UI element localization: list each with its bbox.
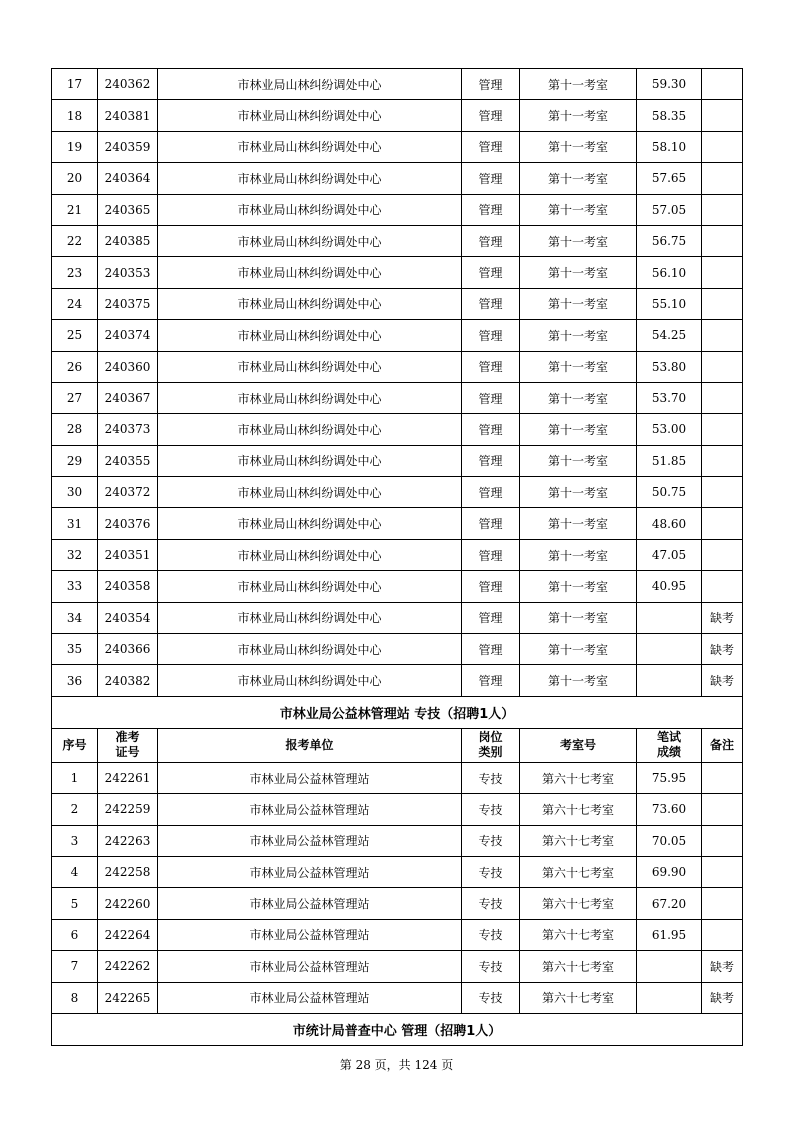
cell-seq: 34 — [52, 602, 98, 633]
cell-ticket: 240359 — [98, 131, 158, 162]
cell-note — [702, 445, 743, 476]
cell-unit: 市林业局山林纠纷调处中心 — [158, 571, 462, 602]
cell-seq: 22 — [52, 225, 98, 256]
cell-seq: 18 — [52, 100, 98, 131]
cell-score: 53.00 — [637, 414, 702, 445]
cell-ticket: 240362 — [98, 69, 158, 100]
cell-note — [702, 794, 743, 825]
cell-seq: 29 — [52, 445, 98, 476]
cell-post: 管理 — [462, 163, 520, 194]
cell-room: 第六十七考室 — [520, 888, 637, 919]
cell-post: 管理 — [462, 69, 520, 100]
cell-room: 第十一考室 — [520, 194, 637, 225]
cell-post: 管理 — [462, 194, 520, 225]
cell-ticket: 240385 — [98, 225, 158, 256]
cell-score — [637, 982, 702, 1013]
table-row — [52, 919, 743, 950]
cell-note: 缺考 — [702, 665, 743, 696]
cell-room: 第十一考室 — [520, 539, 637, 570]
cell-room: 第十一考室 — [520, 69, 637, 100]
cell-note — [702, 69, 743, 100]
cell-note — [702, 131, 743, 162]
cell-seq: 32 — [52, 539, 98, 570]
table-row — [52, 602, 743, 633]
cell-post: 管理 — [462, 445, 520, 476]
cell-note: 缺考 — [702, 602, 743, 633]
cell-post: 管理 — [462, 131, 520, 162]
cell-room: 第十一考室 — [520, 131, 637, 162]
cell-note — [702, 477, 743, 508]
cell-note: 缺考 — [702, 634, 743, 665]
cell-post: 管理 — [462, 351, 520, 382]
table-row — [52, 225, 743, 256]
table-row — [52, 163, 743, 194]
cell-unit: 市林业局公益林管理站 — [158, 825, 462, 856]
cell-post: 专技 — [462, 982, 520, 1013]
table-row — [52, 351, 743, 382]
cell-seq: 33 — [52, 571, 98, 602]
cell-note — [702, 351, 743, 382]
table-row — [52, 571, 743, 602]
cell-post: 专技 — [462, 888, 520, 919]
cell-note — [702, 508, 743, 539]
cell-ticket: 240382 — [98, 665, 158, 696]
cell-unit: 市林业局山林纠纷调处中心 — [158, 320, 462, 351]
cell-post: 专技 — [462, 825, 520, 856]
cell-unit: 市林业局山林纠纷调处中心 — [158, 602, 462, 633]
cell-room: 第十一考室 — [520, 508, 637, 539]
cell-room: 第十一考室 — [520, 445, 637, 476]
cell-ticket: 242261 — [98, 762, 158, 793]
table-row — [52, 982, 743, 1013]
cell-ticket: 240354 — [98, 602, 158, 633]
table-row — [52, 100, 743, 131]
cell-unit: 市林业局公益林管理站 — [158, 951, 462, 982]
cell-score: 47.05 — [637, 539, 702, 570]
cell-room: 第六十七考室 — [520, 825, 637, 856]
table-row — [52, 508, 743, 539]
section2-rows — [52, 762, 743, 1013]
cell-seq: 31 — [52, 508, 98, 539]
cell-unit: 市林业局山林纠纷调处中心 — [158, 194, 462, 225]
cell-room: 第十一考室 — [520, 571, 637, 602]
cell-note — [702, 571, 743, 602]
cell-post: 专技 — [462, 856, 520, 887]
cell-score: 56.75 — [637, 225, 702, 256]
cell-note — [702, 163, 743, 194]
cell-ticket: 240351 — [98, 539, 158, 570]
cell-ticket: 240367 — [98, 382, 158, 413]
cell-note — [702, 888, 743, 919]
cell-post: 管理 — [462, 382, 520, 413]
cell-score: 75.95 — [637, 762, 702, 793]
table-row — [52, 320, 743, 351]
cell-ticket: 240381 — [98, 100, 158, 131]
cell-unit: 市林业局山林纠纷调处中心 — [158, 100, 462, 131]
cell-seq: 8 — [52, 982, 98, 1013]
cell-room: 第十一考室 — [520, 477, 637, 508]
cell-seq: 20 — [52, 163, 98, 194]
cell-ticket: 240358 — [98, 571, 158, 602]
cell-post: 专技 — [462, 762, 520, 793]
cell-seq: 30 — [52, 477, 98, 508]
cell-seq: 1 — [52, 762, 98, 793]
table-row — [52, 762, 743, 793]
cell-score: 58.10 — [637, 131, 702, 162]
table-row — [52, 539, 743, 570]
cell-ticket: 240355 — [98, 445, 158, 476]
section3-title: 市统计局普查中心 管理（招聘1人） — [52, 1013, 743, 1045]
cell-note: 缺考 — [702, 982, 743, 1013]
table-row — [52, 665, 743, 696]
column-header-row — [52, 728, 743, 762]
cell-note — [702, 414, 743, 445]
cell-note — [702, 257, 743, 288]
cell-post: 管理 — [462, 320, 520, 351]
cell-ticket: 240376 — [98, 508, 158, 539]
cell-room: 第十一考室 — [520, 257, 637, 288]
cell-seq: 7 — [52, 951, 98, 982]
cell-room: 第十一考室 — [520, 225, 637, 256]
cell-seq: 5 — [52, 888, 98, 919]
results-table — [51, 68, 743, 1046]
section2-title: 市林业局公益林管理站 专技（招聘1人） — [52, 696, 743, 728]
cell-note — [702, 194, 743, 225]
cell-unit: 市林业局山林纠纷调处中心 — [158, 163, 462, 194]
cell-score: 57.65 — [637, 163, 702, 194]
cell-ticket: 242259 — [98, 794, 158, 825]
table-row — [52, 382, 743, 413]
cell-room: 第六十七考室 — [520, 794, 637, 825]
cell-ticket: 240364 — [98, 163, 158, 194]
cell-ticket: 242265 — [98, 982, 158, 1013]
cell-room: 第十一考室 — [520, 163, 637, 194]
table-row — [52, 194, 743, 225]
cell-ticket: 240374 — [98, 320, 158, 351]
cell-ticket: 240373 — [98, 414, 158, 445]
cell-unit: 市林业局山林纠纷调处中心 — [158, 634, 462, 665]
table-row — [52, 794, 743, 825]
cell-post: 管理 — [462, 225, 520, 256]
table-row — [52, 445, 743, 476]
cell-room: 第十一考室 — [520, 665, 637, 696]
cell-post: 管理 — [462, 477, 520, 508]
cell-score: 40.95 — [637, 571, 702, 602]
cell-room: 第六十七考室 — [520, 951, 637, 982]
cell-room: 第十一考室 — [520, 414, 637, 445]
cell-ticket: 240366 — [98, 634, 158, 665]
cell-unit: 市林业局山林纠纷调处中心 — [158, 382, 462, 413]
cell-unit: 市林业局公益林管理站 — [158, 919, 462, 950]
cell-unit: 市林业局公益林管理站 — [158, 888, 462, 919]
cell-score: 59.30 — [637, 69, 702, 100]
cell-unit: 市林业局山林纠纷调处中心 — [158, 414, 462, 445]
cell-note — [702, 825, 743, 856]
cell-score: 61.95 — [637, 919, 702, 950]
table-row — [52, 951, 743, 982]
cell-unit: 市林业局山林纠纷调处中心 — [158, 539, 462, 570]
cell-seq: 36 — [52, 665, 98, 696]
cell-post: 管理 — [462, 571, 520, 602]
cell-seq: 25 — [52, 320, 98, 351]
cell-post: 管理 — [462, 288, 520, 319]
cell-post: 管理 — [462, 257, 520, 288]
cell-room: 第十一考室 — [520, 288, 637, 319]
table-row — [52, 634, 743, 665]
cell-score: 67.20 — [637, 888, 702, 919]
cell-post: 管理 — [462, 634, 520, 665]
cell-seq: 6 — [52, 919, 98, 950]
cell-post: 管理 — [462, 100, 520, 131]
cell-note — [702, 856, 743, 887]
cell-score: 69.90 — [637, 856, 702, 887]
section1-rows — [52, 69, 743, 697]
cell-ticket: 242258 — [98, 856, 158, 887]
cell-post: 管理 — [462, 539, 520, 570]
table-row — [52, 477, 743, 508]
cell-ticket: 240375 — [98, 288, 158, 319]
cell-post: 专技 — [462, 794, 520, 825]
cell-note — [702, 382, 743, 413]
table-row — [52, 888, 743, 919]
cell-score: 54.25 — [637, 320, 702, 351]
cell-unit: 市林业局公益林管理站 — [158, 794, 462, 825]
cell-score: 51.85 — [637, 445, 702, 476]
cell-note: 缺考 — [702, 951, 743, 982]
table-row — [52, 69, 743, 100]
cell-seq: 24 — [52, 288, 98, 319]
cell-seq: 21 — [52, 194, 98, 225]
cell-score: 57.05 — [637, 194, 702, 225]
header-score: 笔试 成绩 — [637, 728, 702, 762]
cell-room: 第十一考室 — [520, 602, 637, 633]
cell-seq: 2 — [52, 794, 98, 825]
cell-score: 53.80 — [637, 351, 702, 382]
header-seq: 序号 — [52, 728, 98, 762]
cell-post: 管理 — [462, 508, 520, 539]
cell-seq: 27 — [52, 382, 98, 413]
table-row — [52, 825, 743, 856]
cell-unit: 市林业局山林纠纷调处中心 — [158, 288, 462, 319]
cell-room: 第十一考室 — [520, 351, 637, 382]
cell-score — [637, 951, 702, 982]
cell-post: 专技 — [462, 919, 520, 950]
header-unit: 报考单位 — [158, 728, 462, 762]
cell-seq: 26 — [52, 351, 98, 382]
table-row — [52, 414, 743, 445]
page-footer: 第 28 页，共 124 页 — [339, 1058, 454, 1072]
cell-unit: 市林业局山林纠纷调处中心 — [158, 508, 462, 539]
header-room: 考室号 — [520, 728, 637, 762]
cell-score: 53.70 — [637, 382, 702, 413]
cell-unit: 市林业局山林纠纷调处中心 — [158, 131, 462, 162]
cell-unit: 市林业局山林纠纷调处中心 — [158, 225, 462, 256]
cell-unit: 市林业局山林纠纷调处中心 — [158, 477, 462, 508]
cell-score: 55.10 — [637, 288, 702, 319]
cell-score: 70.05 — [637, 825, 702, 856]
cell-ticket: 240353 — [98, 257, 158, 288]
table-row — [52, 131, 743, 162]
cell-ticket: 240360 — [98, 351, 158, 382]
cell-score: 73.60 — [637, 794, 702, 825]
cell-room: 第十一考室 — [520, 320, 637, 351]
cell-score: 48.60 — [637, 508, 702, 539]
cell-seq: 17 — [52, 69, 98, 100]
cell-room: 第六十七考室 — [520, 982, 637, 1013]
cell-room: 第十一考室 — [520, 634, 637, 665]
cell-score — [637, 602, 702, 633]
header-ticket: 准考 证号 — [98, 728, 158, 762]
cell-score — [637, 634, 702, 665]
cell-room: 第十一考室 — [520, 382, 637, 413]
cell-unit: 市林业局山林纠纷调处中心 — [158, 351, 462, 382]
cell-ticket: 242262 — [98, 951, 158, 982]
header-post: 岗位 类别 — [462, 728, 520, 762]
cell-note — [702, 288, 743, 319]
cell-seq: 28 — [52, 414, 98, 445]
cell-ticket: 242260 — [98, 888, 158, 919]
cell-room: 第十一考室 — [520, 100, 637, 131]
cell-post: 管理 — [462, 414, 520, 445]
cell-note — [702, 320, 743, 351]
cell-score: 50.75 — [637, 477, 702, 508]
cell-ticket: 240372 — [98, 477, 158, 508]
cell-unit: 市林业局公益林管理站 — [158, 762, 462, 793]
cell-seq: 19 — [52, 131, 98, 162]
cell-post: 专技 — [462, 951, 520, 982]
cell-seq: 3 — [52, 825, 98, 856]
cell-unit: 市林业局山林纠纷调处中心 — [158, 69, 462, 100]
cell-score: 56.10 — [637, 257, 702, 288]
cell-note — [702, 539, 743, 570]
cell-score — [637, 665, 702, 696]
cell-note — [702, 100, 743, 131]
cell-seq: 4 — [52, 856, 98, 887]
header-note: 备注 — [702, 728, 743, 762]
cell-post: 管理 — [462, 665, 520, 696]
cell-seq: 23 — [52, 257, 98, 288]
cell-ticket: 242263 — [98, 825, 158, 856]
cell-unit: 市林业局山林纠纷调处中心 — [158, 257, 462, 288]
cell-room: 第六十七考室 — [520, 762, 637, 793]
cell-note — [702, 762, 743, 793]
cell-note — [702, 225, 743, 256]
cell-note — [702, 919, 743, 950]
cell-score: 58.35 — [637, 100, 702, 131]
table-row — [52, 856, 743, 887]
cell-unit: 市林业局山林纠纷调处中心 — [158, 665, 462, 696]
cell-ticket: 240365 — [98, 194, 158, 225]
cell-ticket: 242264 — [98, 919, 158, 950]
cell-unit: 市林业局公益林管理站 — [158, 982, 462, 1013]
table-row — [52, 257, 743, 288]
cell-room: 第六十七考室 — [520, 919, 637, 950]
cell-seq: 35 — [52, 634, 98, 665]
cell-unit: 市林业局公益林管理站 — [158, 856, 462, 887]
cell-room: 第六十七考室 — [520, 856, 637, 887]
cell-post: 管理 — [462, 602, 520, 633]
cell-unit: 市林业局山林纠纷调处中心 — [158, 445, 462, 476]
table-row — [52, 288, 743, 319]
